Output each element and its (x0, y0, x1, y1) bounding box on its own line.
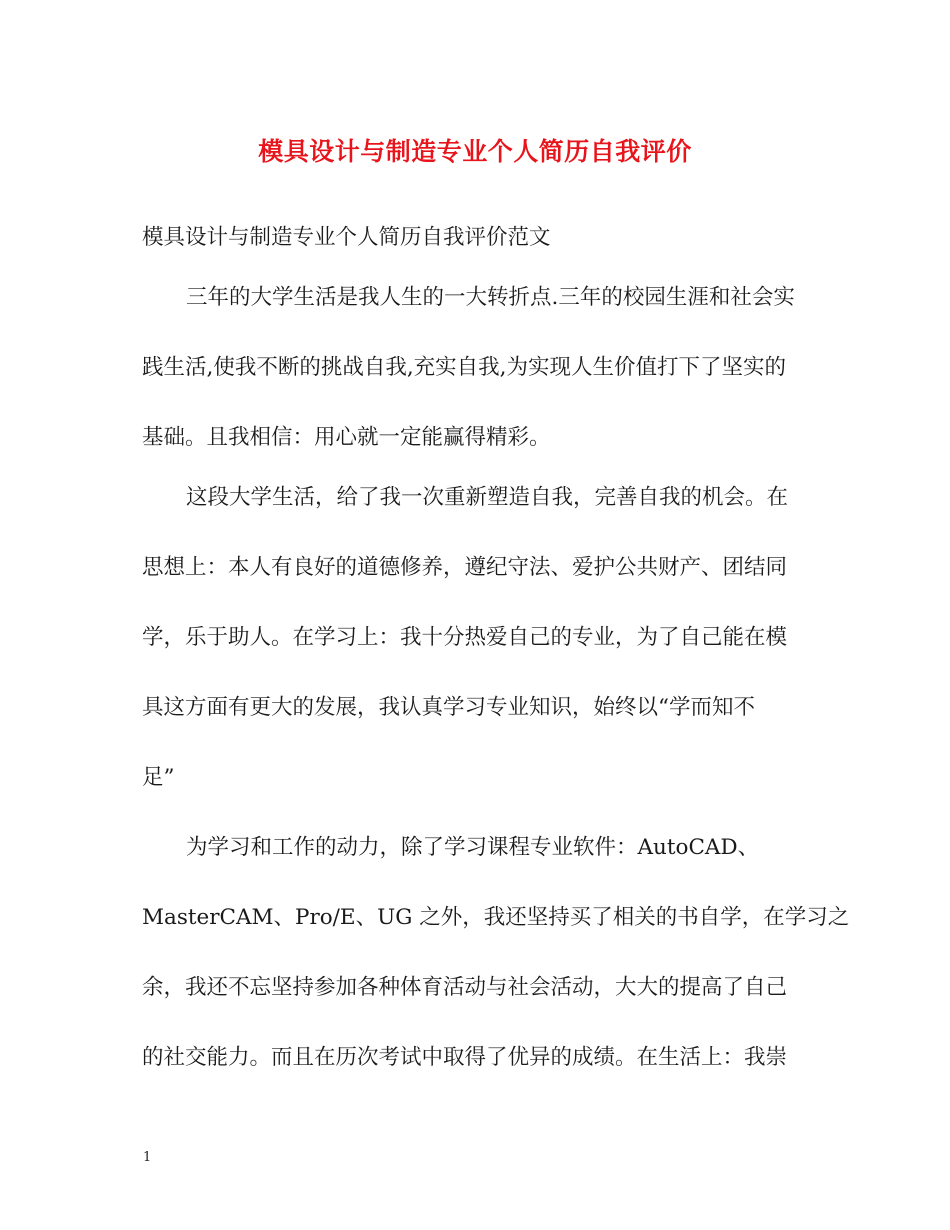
paragraph-line: 具这方面有更大的发展，我认真学习专业知识，始终以“学而知不 (142, 695, 755, 720)
paragraph-line: 三年的大学生活是我人生的一大转折点.三年的校园生涯和社会实 (186, 285, 795, 310)
paragraph-line: 余，我还不忘坚持参加各种体育活动与社会活动，大大的提高了自己 (142, 975, 788, 1000)
paragraph-line: 基础。且我相信：用心就一定能赢得精彩。 (142, 425, 551, 450)
page-number: 1 (143, 1150, 152, 1165)
document-title: 模具设计与制造专业个人简历自我评价 (258, 137, 692, 166)
paragraph-line: MasterCAM、Pro/E、UG 之外，我还坚持买了相关的书自学，在学习之 (142, 905, 850, 930)
document-subtitle: 模具设计与制造专业个人简历自我评价范文 (142, 225, 551, 250)
paragraph-line: 的社交能力。而且在历次考试中取得了优异的成绩。在生活上：我崇 (142, 1045, 788, 1070)
paragraph-line: 为学习和工作的动力，除了学习课程专业软件：AutoCAD、 (186, 835, 760, 860)
paragraph-line: 足” (142, 765, 175, 790)
paragraph-line: 践生活,使我不断的挑战自我,充实自我,为实现人生价值打下了坚实的 (142, 355, 787, 380)
paragraph-line: 思想上：本人有良好的道德修养，遵纪守法、爱护公共财产、团结同 (142, 555, 788, 580)
paragraph-line: 这段大学生活，给了我一次重新塑造自我，完善自我的机会。在 (186, 485, 789, 510)
paragraph-line: 学，乐于助人。在学习上：我十分热爱自己的专业，为了自己能在模 (142, 625, 788, 650)
